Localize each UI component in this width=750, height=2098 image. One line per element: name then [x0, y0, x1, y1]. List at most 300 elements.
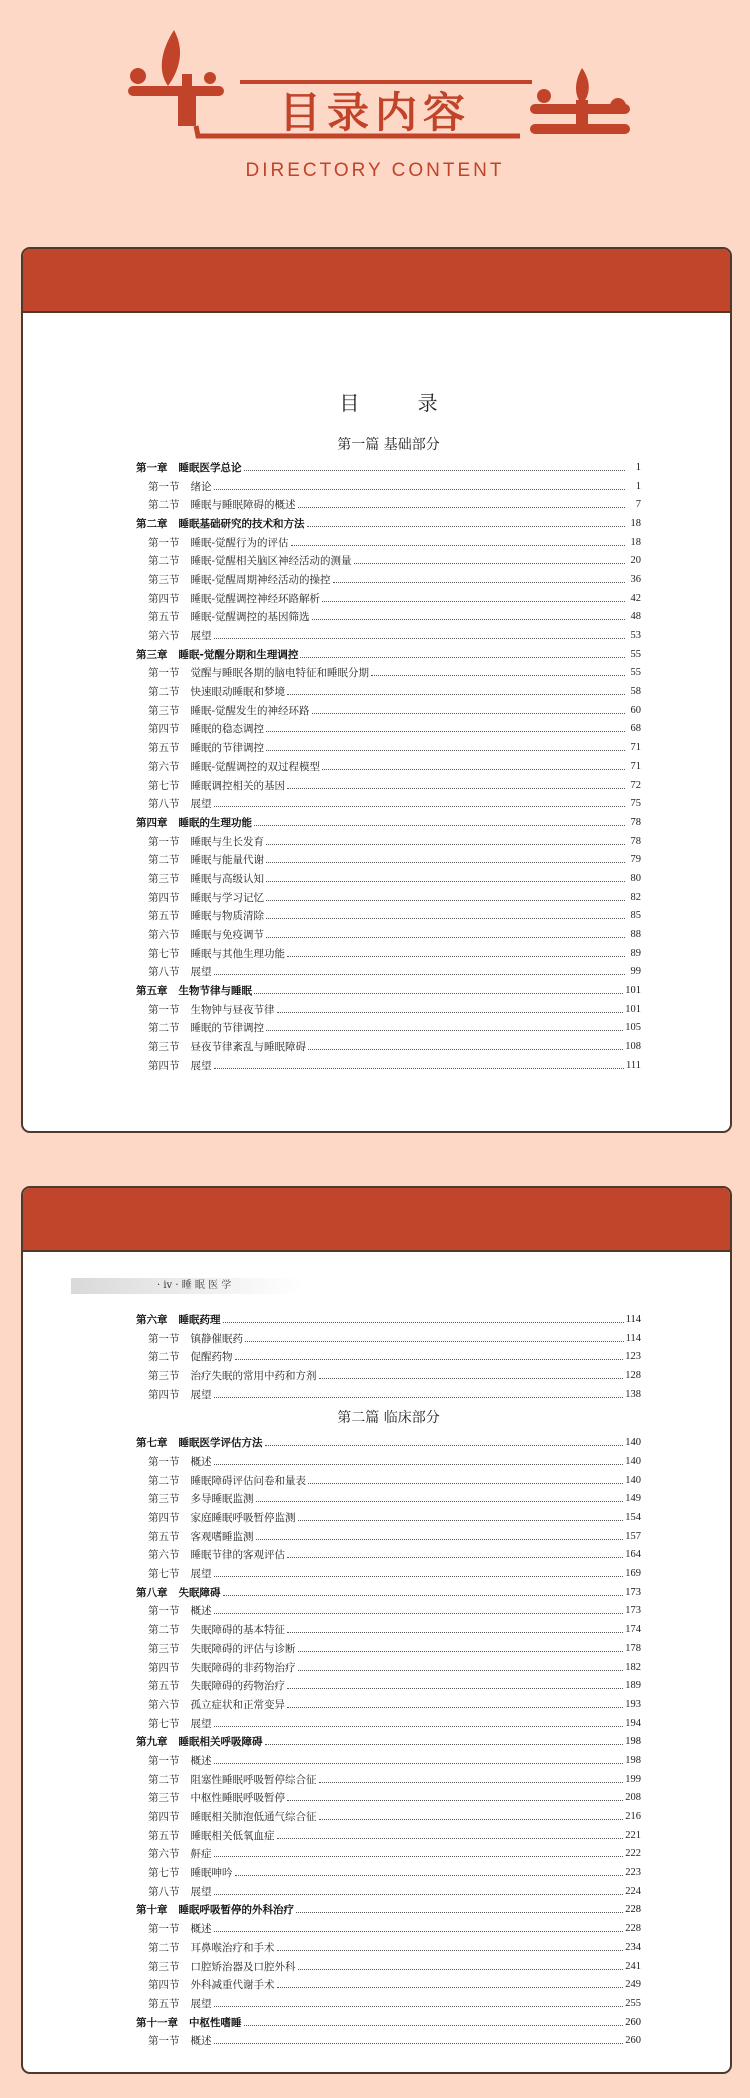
toc-section-row [136, 720, 641, 739]
toc-section-row [136, 1347, 641, 1366]
entry-title: 睡眠与生长发育 [190, 835, 264, 848]
entry-page: 55 [630, 667, 641, 679]
leader-dots [354, 563, 625, 564]
leader-dots [265, 1445, 624, 1446]
entry-title: 镇静催眠药 [190, 1332, 243, 1345]
toc-section-row [136, 533, 641, 552]
toc-section-row [136, 551, 641, 570]
entry-page: 42 [630, 592, 641, 604]
entry-page: 149 [625, 1493, 641, 1505]
toc-section-row [136, 589, 641, 608]
leader-dots [287, 956, 625, 957]
leader-dots [296, 1912, 623, 1913]
entry-number: 第九章 [136, 1736, 168, 1749]
entry-title: 客观嗜睡监测 [190, 1530, 254, 1543]
entry-number: 第二节 [148, 1474, 180, 1487]
leader-dots [287, 1557, 623, 1558]
entry-number: 第一章 [136, 461, 168, 474]
entry-title: 睡眠与高级认知 [190, 872, 264, 885]
entry-number: 第七节 [148, 1867, 180, 1880]
entry-page: 138 [625, 1388, 641, 1400]
entry-number: 第二节 [148, 686, 180, 699]
entry-title: 睡眠与能量代谢 [190, 854, 264, 867]
toc-section-row [136, 832, 641, 851]
entry-title: 失眠障碍的基本特征 [190, 1624, 285, 1637]
entry-page: 36 [630, 573, 641, 585]
toc-section-row [136, 1000, 641, 1019]
toc-section-row [136, 1919, 641, 1938]
entry-number: 第一节 [148, 2035, 180, 2048]
leader-dots [298, 507, 626, 508]
entry-page: 101 [625, 1003, 641, 1015]
entry-number: 第一节 [148, 1754, 180, 1767]
leader-dots [287, 1800, 623, 1801]
entry-title: 展望 [190, 1885, 212, 1898]
leader-dots [298, 1651, 624, 1652]
toc-title: 目 录 [339, 391, 464, 415]
toc-section-row [136, 1789, 641, 1808]
leader-dots [266, 881, 625, 882]
entry-page: 228 [625, 1923, 641, 1935]
entry-number: 第七节 [148, 779, 180, 792]
toc-section-row [136, 570, 641, 589]
toc-section-row [136, 1863, 641, 1882]
entry-page: 260 [625, 2035, 641, 2047]
entry-number: 第二节 [148, 1022, 180, 1035]
leader-dots [277, 1987, 624, 1988]
entry-page: 58 [630, 686, 641, 698]
entry-number: 第一节 [148, 667, 180, 680]
entry-page: 75 [630, 798, 641, 810]
toc-section-row [136, 1037, 641, 1056]
toc-chapter-row [136, 1310, 641, 1329]
entry-number: 第二节 [148, 555, 180, 568]
entry-title: 展望 [190, 1059, 212, 1072]
entry-number: 第五节 [148, 742, 180, 755]
leader-dots [266, 918, 625, 919]
leader-dots [266, 1030, 623, 1031]
entry-number: 第三节 [148, 1493, 180, 1506]
entry-number: 第四节 [148, 1979, 180, 1992]
entry-number: 第二节 [148, 1941, 180, 1954]
entry-number: 第六节 [148, 630, 180, 643]
entry-page: 53 [630, 630, 641, 642]
entry-title: 睡眠的节律调控 [190, 1022, 264, 1035]
entry-page: 223 [625, 1867, 641, 1879]
entry-number: 第二节 [148, 1773, 180, 1786]
entry-title: 治疗失眠的常用中药和方剂 [190, 1369, 317, 1382]
entry-page: 88 [630, 929, 641, 941]
entry-page: 71 [630, 760, 641, 772]
entry-title: 展望 [190, 630, 212, 643]
toc-section-row [136, 869, 641, 888]
leader-dots [256, 1501, 624, 1502]
toc-section-row [136, 1056, 641, 1075]
entry-page: 173 [625, 1586, 641, 1598]
entry-title: 睡眠基础研究的技术和方法 [178, 517, 305, 530]
entry-page: 182 [625, 1661, 641, 1673]
toc-section-row [136, 1714, 641, 1733]
entry-title: 睡眠节律的客观评估 [190, 1549, 285, 1562]
entry-page: 108 [625, 1041, 641, 1053]
leader-dots [277, 1950, 624, 1951]
leader-dots [214, 2043, 624, 2044]
entry-title: 睡眠与学习记忆 [190, 891, 264, 904]
entry-number: 第三节 [148, 1642, 180, 1655]
toc-section-row [136, 1676, 641, 1695]
banner-subtitle: DIRECTORY CONTENT [245, 160, 505, 181]
entry-page: 249 [625, 1979, 641, 1991]
entry-number: 第二节 [148, 854, 180, 867]
toc-list-1 [136, 387, 641, 1075]
entry-page: 222 [625, 1848, 641, 1860]
toc-section-row [136, 1329, 641, 1348]
entry-title: 阻塞性睡眠呼吸暂停综合征 [190, 1773, 317, 1786]
entry-page: 123 [625, 1351, 641, 1363]
entry-number: 第五节 [148, 1997, 180, 2010]
leader-dots [322, 769, 625, 770]
entry-page: 174 [625, 1624, 641, 1636]
toc-chapter-row [136, 1901, 641, 1920]
entry-number: 第三节 [148, 1369, 180, 1382]
leader-dots [244, 2025, 624, 2026]
toc-section-row [136, 664, 641, 683]
toc-section-row [136, 1639, 641, 1658]
entry-title: 睡眠呻吟 [190, 1867, 233, 1880]
toc-section-row [136, 1826, 641, 1845]
leader-dots [308, 1483, 623, 1484]
entry-page: 224 [625, 1885, 641, 1897]
entry-number: 第十章 [136, 1904, 168, 1917]
entry-page: 178 [625, 1642, 641, 1654]
toc-section-row [136, 738, 641, 757]
leader-dots [298, 1670, 624, 1671]
leader-dots [214, 1576, 624, 1577]
toc-section-row [136, 1385, 641, 1404]
part-title: 第二篇 临床部分 [337, 1410, 440, 1427]
toc-section-row [136, 1490, 641, 1509]
entry-title: 家庭睡眠呼吸暂停监测 [190, 1512, 296, 1525]
entry-page: 164 [625, 1549, 641, 1561]
toc-chapter-row [136, 458, 641, 477]
toc-chapter-row [136, 2013, 641, 2032]
toc-section-row [136, 963, 641, 982]
toc-section-row [136, 1938, 641, 1957]
left-flame-icon [162, 30, 180, 86]
toc-chapter-row [136, 981, 641, 1000]
entry-title: 睡眠-觉醒发生的神经环路 [190, 704, 310, 717]
leader-dots [298, 1520, 624, 1521]
toc-section-row [136, 608, 641, 627]
toc-section-row [136, 776, 641, 795]
entry-page: 71 [630, 742, 641, 754]
entry-number: 第五节 [148, 1530, 180, 1543]
entry-title: 睡眠呼吸暂停的外科治疗 [178, 1904, 294, 1917]
entry-title: 睡眠-觉醒调控的基因筛选 [190, 611, 310, 624]
entry-page: 140 [625, 1455, 641, 1467]
leader-dots [322, 601, 625, 602]
entry-page: 1 [635, 480, 641, 492]
leader-dots [319, 1378, 624, 1379]
entry-title: 睡眠的稳态调控 [190, 723, 264, 736]
entry-page: 260 [625, 2016, 641, 2028]
entry-number: 第四节 [148, 1811, 180, 1824]
entry-number: 第二节 [148, 1624, 180, 1637]
entry-page: 85 [630, 910, 641, 922]
entry-page: 55 [630, 648, 641, 660]
toc-section-row [136, 1527, 641, 1546]
leader-dots [214, 1397, 624, 1398]
leader-dots [287, 694, 625, 695]
toc-section-row [136, 944, 641, 963]
toc-section-row [136, 1546, 641, 1565]
leader-dots [254, 993, 623, 994]
entry-title: 睡眠-觉醒调控神经环路解析 [190, 592, 321, 605]
entry-page: 20 [630, 555, 641, 567]
entry-title: 睡眠医学总论 [178, 461, 242, 474]
entry-title: 睡眠药理 [178, 1313, 221, 1326]
toc-section-row [136, 888, 641, 907]
entry-number: 第五节 [148, 1680, 180, 1693]
toc-list-2 [136, 1310, 641, 2050]
toc-chapter-row [136, 1583, 641, 1602]
entry-page: 189 [625, 1680, 641, 1692]
toc-section-row [136, 701, 641, 720]
entry-number: 第八节 [148, 1885, 180, 1898]
entry-number: 第十一章 [136, 2016, 178, 2029]
leader-dots [287, 1707, 623, 1708]
entry-page: 18 [630, 517, 641, 529]
toc-section-row [136, 1695, 641, 1714]
entry-page: 221 [625, 1829, 641, 1841]
toc-section-row [136, 1452, 641, 1471]
toc-section-row [136, 682, 641, 701]
toc-section-row [136, 794, 641, 813]
entry-page: 78 [630, 816, 641, 828]
entry-page: 199 [625, 1773, 641, 1785]
toc-section-row [136, 757, 641, 776]
leader-dots [245, 1341, 624, 1342]
entry-page: 157 [625, 1530, 641, 1542]
entry-page: 216 [625, 1811, 641, 1823]
entry-title: 睡眠相关呼吸障碍 [178, 1736, 263, 1749]
leader-dots [319, 1782, 624, 1783]
leader-dots [266, 862, 625, 863]
entry-title: 中枢性嗜睡 [189, 2016, 242, 2029]
leader-dots [266, 937, 625, 938]
leader-dots [214, 806, 626, 807]
leader-dots [308, 1049, 623, 1050]
entry-title: 绪论 [190, 480, 212, 493]
entry-number: 第四节 [148, 1059, 180, 1072]
entry-number: 第五节 [148, 910, 180, 923]
toc-entries [136, 458, 641, 1075]
toc-section-row [136, 1975, 641, 1994]
toc-entries [136, 1310, 641, 1403]
toc-section-row [136, 907, 641, 926]
entry-page: 111 [626, 1059, 641, 1071]
entry-title: 睡眠障碍评估问卷和量表 [190, 1474, 306, 1487]
entry-title: 睡眠的节律调控 [190, 742, 264, 755]
entry-number: 第一节 [148, 1003, 180, 1016]
toc-section-row [136, 1882, 641, 1901]
entry-page: 68 [630, 723, 641, 735]
entry-page: 140 [625, 1474, 641, 1486]
leader-dots [298, 1969, 624, 1970]
entry-title: 睡眠与其他生理功能 [190, 947, 285, 960]
leader-dots [214, 1464, 624, 1465]
toc-chapter-row [136, 645, 641, 664]
entry-title: 睡眠-觉醒行为的评估 [190, 536, 289, 549]
entry-title: 展望 [190, 1717, 212, 1730]
entry-number: 第一节 [148, 1332, 180, 1345]
entry-page: 105 [625, 1022, 641, 1034]
toc-section-row [136, 925, 641, 944]
toc-section-row [136, 1994, 641, 2013]
entry-number: 第一节 [148, 1455, 180, 1468]
toc-section-row [136, 477, 641, 496]
entry-number: 第三章 [136, 648, 168, 661]
entry-page: 114 [625, 1332, 641, 1344]
leader-dots [214, 1613, 624, 1614]
entry-title: 睡眠与物质清除 [190, 910, 264, 923]
entry-number: 第七节 [148, 947, 180, 960]
leader-dots [214, 1763, 624, 1764]
entry-number: 第六章 [136, 1313, 168, 1326]
entry-number: 第三节 [148, 1041, 180, 1054]
entry-page: 255 [625, 1997, 641, 2009]
right-flame-icon [576, 68, 589, 104]
entry-title: 睡眠-觉醒周期神经活动的操控 [190, 573, 331, 586]
entry-page: 154 [625, 1512, 641, 1524]
entry-number: 第七节 [148, 1717, 180, 1730]
entry-number: 第三节 [148, 573, 180, 586]
entry-number: 第五节 [148, 611, 180, 624]
entry-title: 睡眠与免疫调节 [190, 929, 264, 942]
entry-title: 概述 [190, 1605, 212, 1618]
entry-page: 7 [635, 499, 641, 511]
entry-number: 第一节 [148, 536, 180, 549]
leader-dots [266, 750, 625, 751]
entry-page: 79 [630, 854, 641, 866]
entry-title: 概述 [190, 1923, 212, 1936]
toc-section-row [136, 1564, 641, 1583]
toc-entries [136, 1433, 641, 2050]
leader-dots [287, 1632, 623, 1633]
entry-page: 72 [630, 779, 641, 791]
leader-dots [214, 1726, 624, 1727]
entry-number: 第二章 [136, 517, 168, 530]
leader-dots [291, 545, 625, 546]
entry-page: 198 [625, 1736, 641, 1748]
entry-number: 第五章 [136, 985, 168, 998]
entry-number: 第七节 [148, 1568, 180, 1581]
toc-section-row [136, 1620, 641, 1639]
entry-title: 外科减重代谢手术 [190, 1979, 275, 1992]
entry-page: 48 [630, 611, 641, 623]
leader-dots [214, 2006, 624, 2007]
entry-title: 失眠障碍的非药物治疗 [190, 1661, 296, 1674]
entry-page: 80 [630, 872, 641, 884]
toc-chapter-row [136, 1732, 641, 1751]
entry-title: 睡眠相关低氧血症 [190, 1829, 275, 1842]
leader-dots [266, 731, 625, 732]
toc-section-row [136, 1807, 641, 1826]
entry-number: 第一节 [148, 835, 180, 848]
entry-page: 173 [625, 1605, 641, 1617]
leader-dots [223, 1322, 624, 1323]
entry-title: 睡眠相关肺泡低通气综合征 [190, 1811, 317, 1824]
entry-page: 234 [625, 1941, 641, 1953]
leader-dots [214, 1068, 625, 1069]
entry-number: 第二节 [148, 1351, 180, 1364]
entry-number: 第六节 [148, 1698, 180, 1711]
entry-page: 1 [635, 461, 641, 473]
entry-number: 第七章 [136, 1437, 168, 1450]
entry-number: 第四章 [136, 816, 168, 829]
leader-dots [371, 675, 625, 676]
entry-number: 第六节 [148, 929, 180, 942]
entry-title: 展望 [190, 1568, 212, 1581]
entry-title: 睡眠调控相关的基因 [190, 779, 285, 792]
entry-title: 概述 [190, 1455, 212, 1468]
entry-number: 第三节 [148, 872, 180, 885]
entry-page: 241 [625, 1960, 641, 1972]
entry-title: 失眠障碍 [178, 1586, 221, 1599]
entry-title: 展望 [190, 1997, 212, 2010]
entry-page: 18 [630, 536, 641, 548]
leader-dots [244, 470, 626, 471]
entry-page: 208 [625, 1792, 641, 1804]
toc-section-row [136, 626, 641, 645]
entry-page: 82 [630, 891, 641, 903]
leader-dots [214, 1931, 624, 1932]
leader-dots [287, 1688, 623, 1689]
entry-title: 耳鼻喉治疗和手术 [190, 1941, 275, 1954]
entry-title: 睡眠医学评估方法 [178, 1437, 263, 1450]
entry-page: 60 [630, 704, 641, 716]
toc-page-1 [21, 247, 732, 1133]
toc-section-row [136, 1471, 641, 1490]
leader-dots [223, 1595, 624, 1596]
entry-title: 睡眠-觉醒分期和生理调控 [178, 648, 299, 661]
leader-dots [214, 489, 626, 490]
entry-title: 昼夜节律紊乱与睡眠障碍 [190, 1041, 306, 1054]
leader-dots [312, 713, 625, 714]
leader-dots [287, 788, 625, 789]
toc-section-row [136, 1845, 641, 1864]
entry-number: 第六节 [148, 1848, 180, 1861]
leader-dots [333, 582, 625, 583]
toc-section-row [136, 1957, 641, 1976]
toc-section-row [136, 1751, 641, 1770]
entry-number: 第一节 [148, 1923, 180, 1936]
entry-title: 促醒药物 [190, 1351, 233, 1364]
leader-dots [277, 1838, 624, 1839]
leader-dots [312, 619, 625, 620]
entry-page: 99 [630, 966, 641, 978]
leader-dots [214, 1894, 624, 1895]
leader-dots [300, 657, 625, 658]
card-header-bar [23, 1188, 730, 1252]
toc-section-row [136, 1366, 641, 1385]
leader-dots [265, 1744, 624, 1745]
entry-title: 睡眠-觉醒调控的双过程模型 [190, 760, 321, 773]
leader-dots [277, 1012, 624, 1013]
entry-page: 228 [625, 1904, 641, 1916]
toc-section-row [136, 1658, 641, 1677]
entry-number: 第八节 [148, 966, 180, 979]
